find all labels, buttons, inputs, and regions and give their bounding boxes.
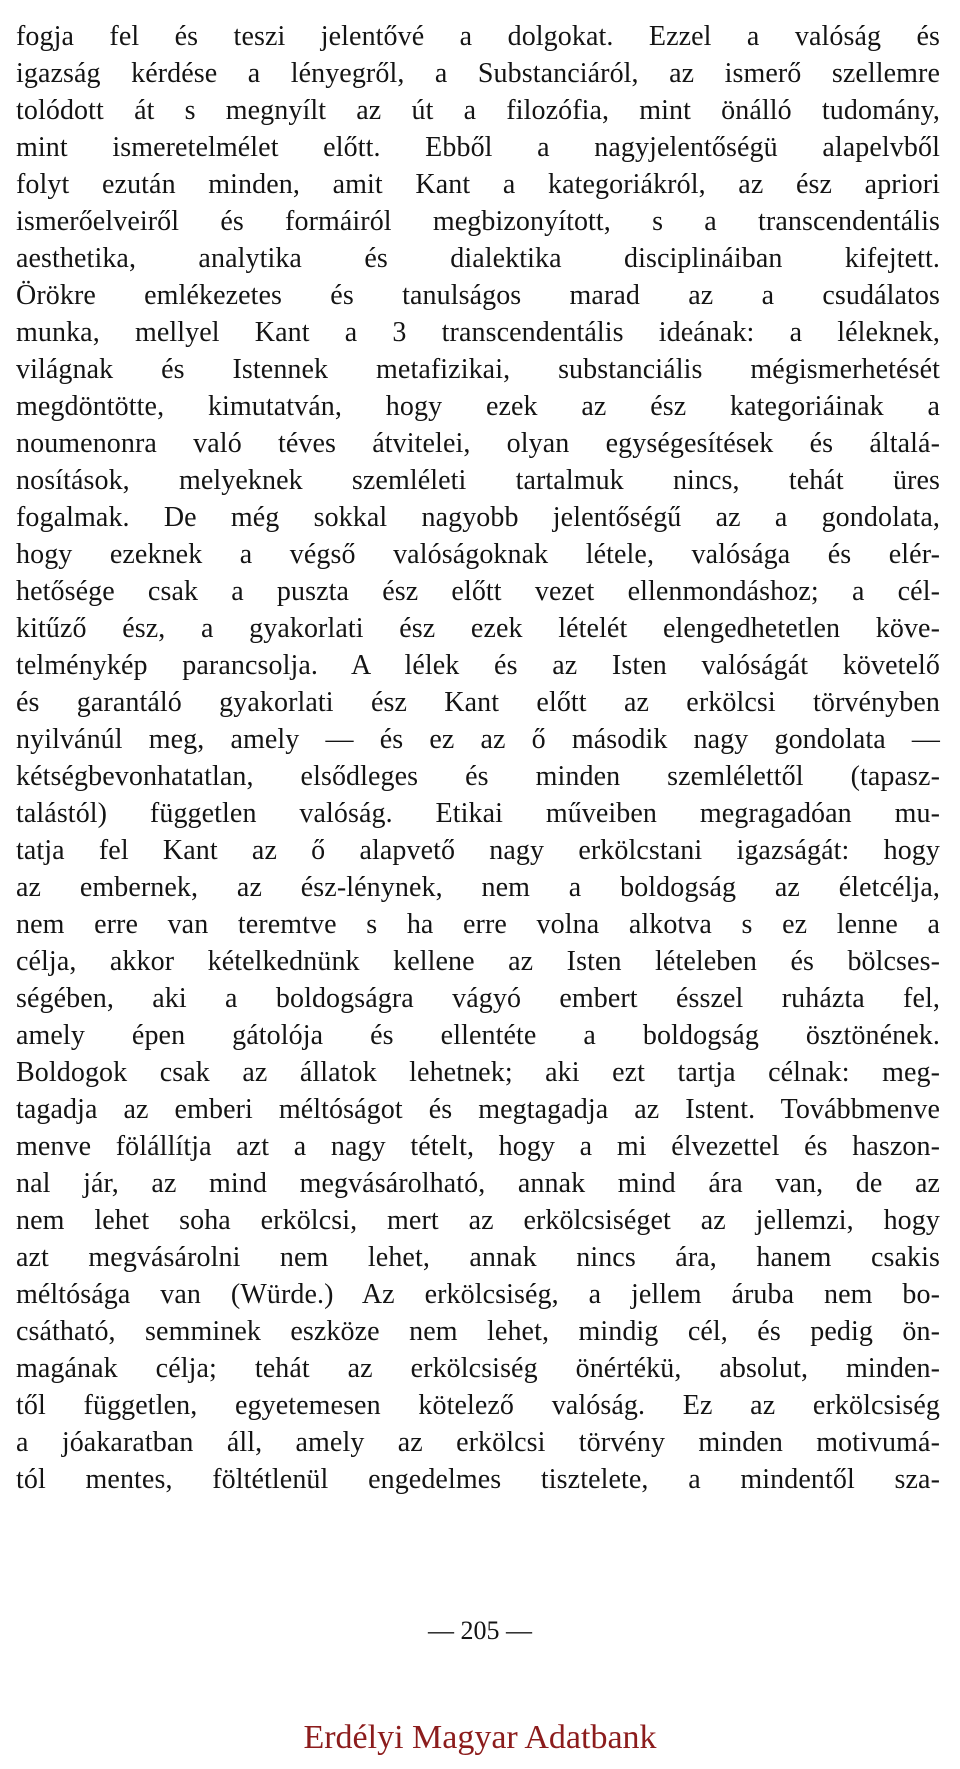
text-line: folyt ezután minden, amit Kant a kategoriákról, az ész apriori <box>16 169 940 200</box>
text-line: méltósága van (Würde.) Az erkölcsiség, a jellem áruba nem bo- <box>16 1279 940 1310</box>
page-number: — 205 — <box>428 1616 532 1645</box>
text-line: az embernek, az ész-lénynek, nem a boldogság az életcélja, <box>16 872 940 903</box>
text-line: nyilvánúl meg, amely — és ez az ő második nagy gondolata — <box>16 724 940 755</box>
text-line: azt megvásárolni nem lehet, annak nincs ára, hanem csakis <box>16 1242 940 1273</box>
page-body-text <box>16 18 940 1498</box>
text-line: ségében, aki a boldogságra vágyó embert ésszel ruházta fel, <box>16 983 940 1014</box>
text-line: talástól) független valóság. Etikai műveiben megragadóan mu- <box>16 798 940 829</box>
text-line: hetősége csak a puszta ész előtt vezet ellenmondáshoz; a cél- <box>16 576 940 607</box>
text-line: telménykép parancsolja. A lélek és az Isten valóságát követelő <box>16 650 940 681</box>
text-line: fogalmak. De még sokkal nagyobb jelentőségű az a gondolata, <box>16 502 940 533</box>
text-line: ismerőelveiről és formáiról megbizonyított, s a transcendentális <box>16 206 940 237</box>
text-line: hogy ezeknek a végső valóságoknak létele, valósága és elér- <box>16 539 940 570</box>
text-line: nal jár, az mind megvásárolható, annak mind ára van, de az <box>16 1168 940 1199</box>
text-line: a jóakaratban áll, amely az erkölcsi törvény minden motivumá- <box>16 1427 940 1458</box>
text-line: noumenonra való téves átvitelei, olyan egységesítések és általá- <box>16 428 940 459</box>
text-line: tolódott át s megnyílt az út a filozófia, mint önálló tudomány, <box>16 95 940 126</box>
text-line: mint ismeretelmélet előtt. Ebből a nagyjelentőségü alapelvből <box>16 132 940 163</box>
text-line: nosítások, melyeknek szemléleti tartalmuk nincs, tehát üres <box>16 465 940 496</box>
text-line: menve fölállítja azt a nagy tételt, hogy a mi élvezettel és haszon- <box>16 1131 940 1162</box>
text-line: megdöntötte, kimutatván, hogy ezek az ész kategoriáinak a <box>16 391 940 422</box>
text-line: csátható, semminek eszköze nem lehet, mindig cél, és pedig ön- <box>16 1316 940 1347</box>
footer-watermark: Erdélyi Magyar Adatbank <box>303 1719 657 1756</box>
text-line: tagadja az emberi méltóságot és megtagadja az Istent. Továbbmenve <box>16 1094 940 1125</box>
text-line: igazság kérdése a lényegről, a Substanciáról, az ismerő szellemre <box>16 58 940 89</box>
text-line: célja, akkor kételkednünk kellene az Isten lételeben és bölcses- <box>16 946 940 977</box>
text-line: és garantáló gyakorlati ész Kant előtt az erkölcsi törvényben <box>16 687 940 718</box>
text-line: aesthetika, analytika és dialektika disciplináiban kifejtett. <box>16 243 940 274</box>
text-line: nem erre van teremtve s ha erre volna alkotva s ez lenne a <box>16 909 940 940</box>
text-line: kétségbevonhatatlan, elsődleges és minden szemlélettől (tapasz- <box>16 761 940 792</box>
text-line: amely épen gátolója és ellentéte a boldogság ösztönének. <box>16 1020 940 1051</box>
text-line: világnak és Istennek metafizikai, substanciális mégismerhetését <box>16 354 940 385</box>
text-line: nem lehet soha erkölcsi, mert az erkölcsiséget az jellemzi, hogy <box>16 1205 940 1236</box>
text-line: tatja fel Kant az ő alapvető nagy erkölcstani igazságát: hogy <box>16 835 940 866</box>
text-line: fogja fel és teszi jelentővé a dolgokat. Ezzel a valóság és <box>16 21 940 52</box>
text-line: kitűző ész, a gyakorlati ész ezek lételét elengedhetetlen köve- <box>16 613 940 644</box>
text-line: Boldogok csak az állatok lehetnek; aki ezt tartja célnak: meg- <box>16 1057 940 1088</box>
text-line: munka, mellyel Kant a 3 transcendentális ideának: a léleknek, <box>16 317 940 348</box>
text-line: tól mentes, föltétlenül engedelmes tisztelete, a mindentől sza- <box>16 1464 940 1495</box>
text-line: Örökre emlékezetes és tanulságos marad az a csudálatos <box>16 280 940 311</box>
text-line: től független, egyetemesen kötelező valóság. Ez az erkölcsiség <box>16 1390 940 1421</box>
text-line: magának célja; tehát az erkölcsiség önértékü, absolut, minden- <box>16 1353 940 1384</box>
